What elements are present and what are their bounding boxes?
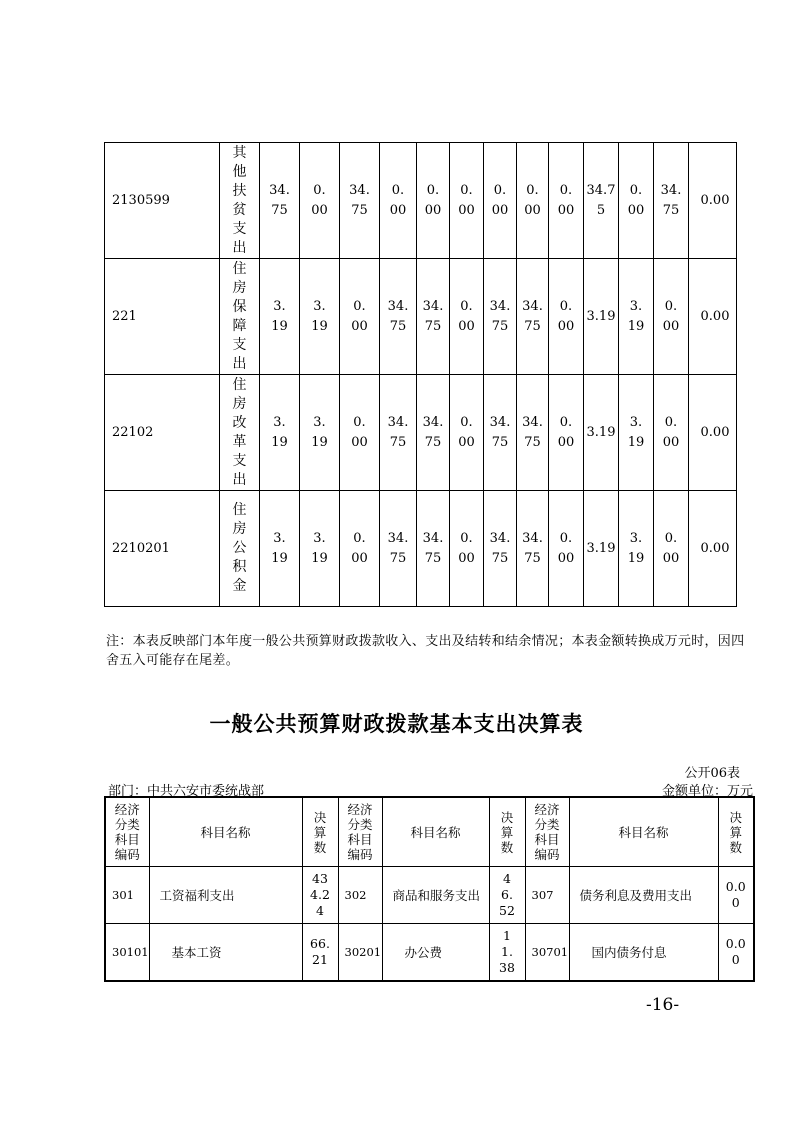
name-cell: 工资福利支出 (149, 867, 302, 924)
amount-cell: 3.19 (619, 491, 654, 607)
table-row (105, 375, 737, 491)
amount-cell: 34.75 (517, 375, 549, 491)
amount-cell: 46.52 (489, 867, 525, 924)
table-note: 注：本表反映部门本年度一般公共预算财政拨款收入、支出及结转和结余情况；本表金额转换成万元时，因四舍五入可能存在尾差。 (106, 634, 745, 668)
header-amount: 决算数 (302, 797, 338, 867)
budget-continuation-table (104, 142, 737, 607)
header-code: 经济分类科目编码 (338, 797, 382, 867)
amount-cell: 0.00 (517, 143, 549, 259)
amount-cell: 0.00 (300, 143, 340, 259)
amount-cell: 34.75 (417, 491, 450, 607)
amount-cell: 34.75 (584, 143, 619, 259)
name-cell: 商品和服务支出 (382, 867, 489, 924)
basic-expenditure-table (104, 796, 755, 982)
header-row (105, 797, 754, 867)
table-row (105, 143, 737, 259)
amount-cell: 0.00 (689, 491, 737, 607)
header-name: 科目名称 (382, 797, 489, 867)
amount-cell: 34.75 (380, 375, 417, 491)
amount-cell: 34.75 (517, 491, 549, 607)
amount-cell: 34.75 (654, 143, 689, 259)
amount-cell: 0.00 (654, 375, 689, 491)
amount-cell: 3.19 (619, 259, 654, 375)
code-cell: 22102 (105, 375, 220, 491)
header-name: 科目名称 (149, 797, 302, 867)
table-row (105, 491, 737, 607)
amount-cell: 34.75 (484, 491, 517, 607)
amount-cell: 34.75 (340, 143, 380, 259)
code-cell: 2210201 (105, 491, 220, 607)
amount-cell: 3.19 (584, 491, 619, 607)
amount-cell: 3.19 (300, 259, 340, 375)
name-cell: 债务利息及费用支出 (569, 867, 718, 924)
amount-cell: 0.00 (549, 375, 584, 491)
header-code: 经济分类科目编码 (105, 797, 149, 867)
name-cell: 国内债务付息 (569, 924, 718, 982)
amount-cell: 11.38 (489, 924, 525, 982)
code-cell: 302 (338, 867, 382, 924)
code-cell: 30201 (338, 924, 382, 982)
amount-cell: 3.19 (300, 491, 340, 607)
amount-cell: 3.19 (260, 491, 300, 607)
amount-cell: 34.75 (484, 259, 517, 375)
amount-cell: 0.00 (718, 924, 754, 982)
amount-cell: 0.00 (689, 259, 737, 375)
amount-cell: 34.75 (417, 375, 450, 491)
amount-cell: 0.00 (654, 259, 689, 375)
amount-cell: 0.00 (689, 375, 737, 491)
header-code: 经济分类科目编码 (525, 797, 569, 867)
amount-cell: 3.19 (584, 259, 619, 375)
amount-cell: 34.75 (260, 143, 300, 259)
amount-cell: 34.75 (517, 259, 549, 375)
amount-cell: 3.19 (300, 375, 340, 491)
amount-cell: 0.00 (340, 491, 380, 607)
code-cell: 30701 (525, 924, 569, 982)
amount-cell: 0.00 (718, 867, 754, 924)
amount-cell: 434.24 (302, 867, 338, 924)
table-row (105, 259, 737, 375)
name-cell: 住房改革支出 (220, 375, 260, 491)
amount-cell: 0.00 (380, 143, 417, 259)
amount-cell: 0.00 (450, 375, 484, 491)
name-cell: 办公费 (382, 924, 489, 982)
amount-cell: 0.00 (450, 259, 484, 375)
amount-cell: 0.00 (340, 375, 380, 491)
header-name: 科目名称 (569, 797, 718, 867)
amount-cell: 0.00 (549, 259, 584, 375)
amount-cell: 3.19 (260, 375, 300, 491)
amount-cell: 66.21 (302, 924, 338, 982)
name-cell: 其他扶贫支出 (220, 143, 260, 259)
amount-cell: 0.00 (340, 259, 380, 375)
amount-cell: 3.19 (260, 259, 300, 375)
code-cell: 30101 (105, 924, 149, 982)
table-row (105, 867, 754, 924)
code-cell: 2130599 (105, 143, 220, 259)
amount-cell: 0.00 (689, 143, 737, 259)
amount-cell: 3.19 (584, 375, 619, 491)
amount-cell: 34.75 (484, 375, 517, 491)
amount-cell: 34.75 (417, 259, 450, 375)
name-cell: 基本工资 (149, 924, 302, 982)
amount-cell: 0.00 (450, 491, 484, 607)
amount-cell: 0.00 (549, 143, 584, 259)
department-label: 部门：中共六安市委统战部 (108, 784, 265, 799)
amount-cell: 0.00 (450, 143, 484, 259)
amount-cell: 0.00 (417, 143, 450, 259)
amount-cell: 3.19 (619, 375, 654, 491)
amount-cell: 0.00 (484, 143, 517, 259)
unit-label: 金额单位：万元 (661, 784, 753, 799)
table-title: 一般公共预算财政拨款基本支出决算表 (209, 712, 584, 736)
table-number: 公开06表 (684, 766, 740, 781)
amount-cell: 34.75 (380, 491, 417, 607)
code-cell: 307 (525, 867, 569, 924)
code-cell: 301 (105, 867, 149, 924)
amount-cell: 34.75 (380, 259, 417, 375)
amount-cell: 0.00 (549, 491, 584, 607)
amount-cell: 0.00 (619, 143, 654, 259)
code-cell: 221 (105, 259, 220, 375)
amount-cell: 0.00 (654, 491, 689, 607)
header-amount: 决算数 (489, 797, 525, 867)
name-cell: 住房公积金 (220, 491, 260, 607)
header-amount: 决算数 (718, 797, 754, 867)
page-number: -16- (646, 995, 680, 1015)
name-cell: 住房保障支出 (220, 259, 260, 375)
table-row (105, 924, 754, 982)
